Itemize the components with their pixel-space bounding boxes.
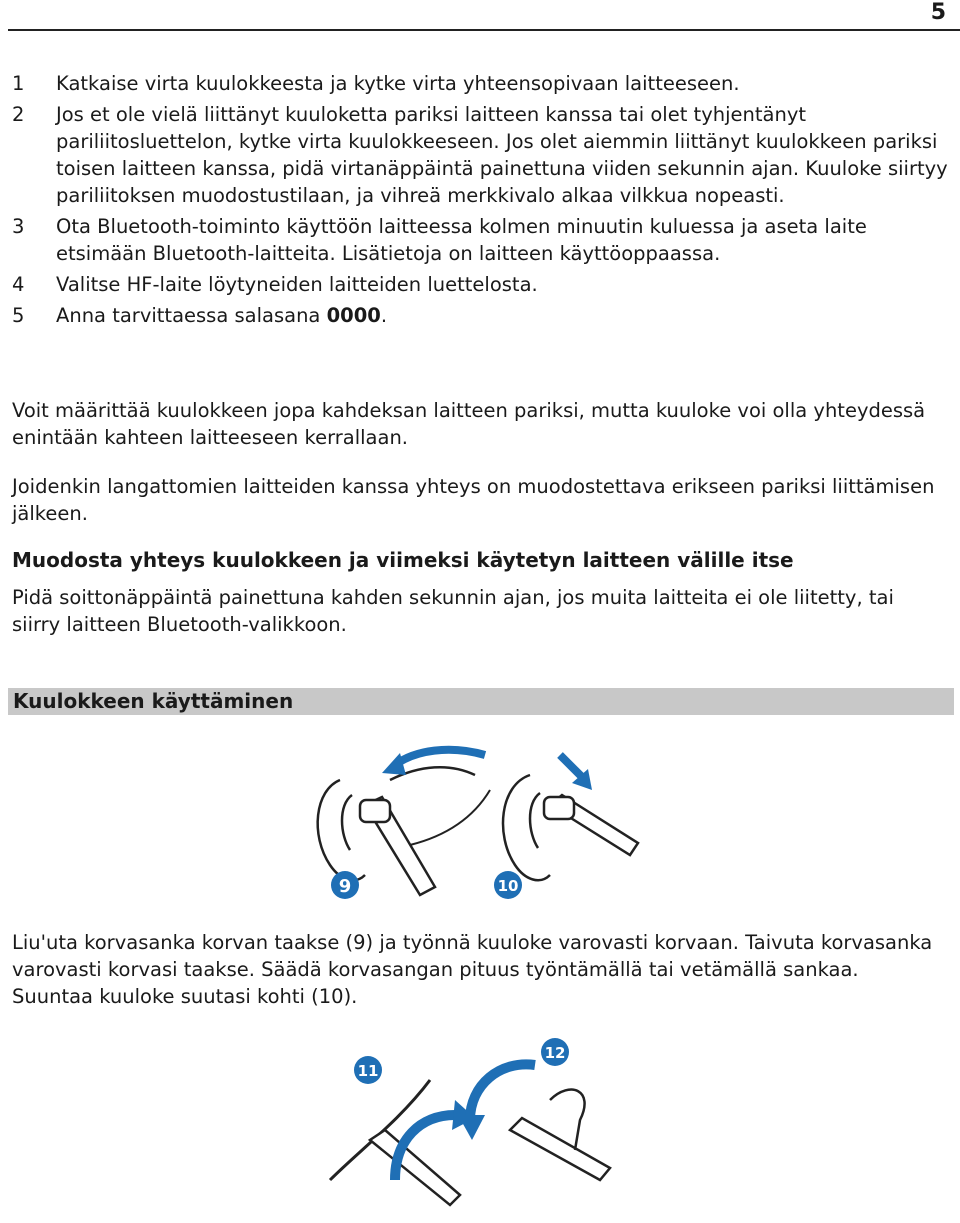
step-text-after: . xyxy=(380,304,388,327)
figure-label-12: 12 xyxy=(544,1044,566,1062)
step-number: 4 xyxy=(12,273,25,296)
ear-illustration-right xyxy=(503,775,550,880)
step-text: Jos et ole vielä liittänyt kuuloketta pariksi laitteen kanssa tai olet tyhjentänyt pariliitosluettelon, kytke virta kuulokkeeseen. Jos olet aiemmin liittänyt kuulokkeen pariksi toisen laitteen kanssa, pidä virtanäppäintä painettuna viiden sekunnin ajan. Kuuloke siirtyy pariliitoksen muodostustilaan, ja vihreä merkkivalo alkaa vilkkua nopeasti. xyxy=(56,103,948,207)
step-3 xyxy=(12,213,952,267)
step-number: 1 xyxy=(12,72,25,95)
headset-illustration-right xyxy=(510,1090,610,1180)
step-1 xyxy=(12,70,952,97)
figure-label-10: 10 xyxy=(497,877,519,895)
step-5 xyxy=(12,302,952,329)
step-number: 2 xyxy=(12,103,25,126)
paragraph-pairing-limit: Voit määrittää kuulokkeen jopa kahdeksan laitteen pariksi, mutta kuuloke voi olla yhteydessä enintään kahteen laitteeseen kerrallaan. xyxy=(12,399,926,449)
paragraph-wearing-instructions: Liu'uta korvasanka korvan taakse (9) ja työnnä kuuloke varovasti korvaan. Taivuta korvasanka varovasti korvasi taakse. Säädä korvasangan pituus työntämällä tai vetämällä sankaa. Suuntaa kuuloke suutasi kohti (10). xyxy=(12,931,933,1008)
figure-label-11: 11 xyxy=(357,1062,379,1080)
section-header xyxy=(8,688,954,715)
instruction-steps xyxy=(12,70,952,333)
header-rule xyxy=(8,29,960,31)
passcode: 0000 xyxy=(326,304,381,327)
headset-illustration-right xyxy=(544,795,638,855)
curved-arrow-icon xyxy=(395,750,485,765)
step-2 xyxy=(12,101,952,209)
step-number: 5 xyxy=(12,304,25,327)
step-text-before: Anna tarvittaessa salasana xyxy=(56,304,327,327)
headset-illustration-left xyxy=(360,790,490,895)
step-text xyxy=(56,302,952,329)
figure-adjusting-ear-hook xyxy=(300,1030,660,1220)
headset-illustration-left xyxy=(330,1080,460,1205)
arrow-head-icon xyxy=(458,1115,485,1140)
step-text: Valitse HF-laite löytyneiden laitteiden luettelosta. xyxy=(56,273,538,296)
paragraph-separate-connection: Joidenkin langattomien laitteiden kanssa yhteys on muodostettava erikseen pariksi liittämisen jälkeen. xyxy=(12,475,935,525)
step-number: 3 xyxy=(12,215,25,238)
page-number: 5 xyxy=(930,0,946,25)
step-text: Katkaise virta kuulokkeesta ja kytke virta yhteensopivaan laitteeseen. xyxy=(56,72,740,95)
curved-arrow-icon xyxy=(470,1064,535,1120)
paragraph-call-key: Pidä soittonäppäintä painettuna kahden sekunnin ajan, jos muita laitteita ei ole liitetty, tai siirry laitteen Bluetooth-valikkoon. xyxy=(12,586,894,636)
section-title: Kuulokkeen käyttäminen xyxy=(13,689,294,713)
step-text: Ota Bluetooth-toiminto käyttöön laitteessa kolmen minuutin kuluessa ja aseta laite etsimään Bluetooth-laitteita. Lisätietoja on laitteen käyttöoppaassa. xyxy=(56,215,867,265)
figure-wearing-headset xyxy=(300,735,660,910)
subheading-manual-connect: Muodosta yhteys kuulokkeen ja viimeksi käytetyn laitteen välille itse xyxy=(12,548,794,572)
figure-label-9: 9 xyxy=(338,876,352,897)
step-4 xyxy=(12,271,952,298)
